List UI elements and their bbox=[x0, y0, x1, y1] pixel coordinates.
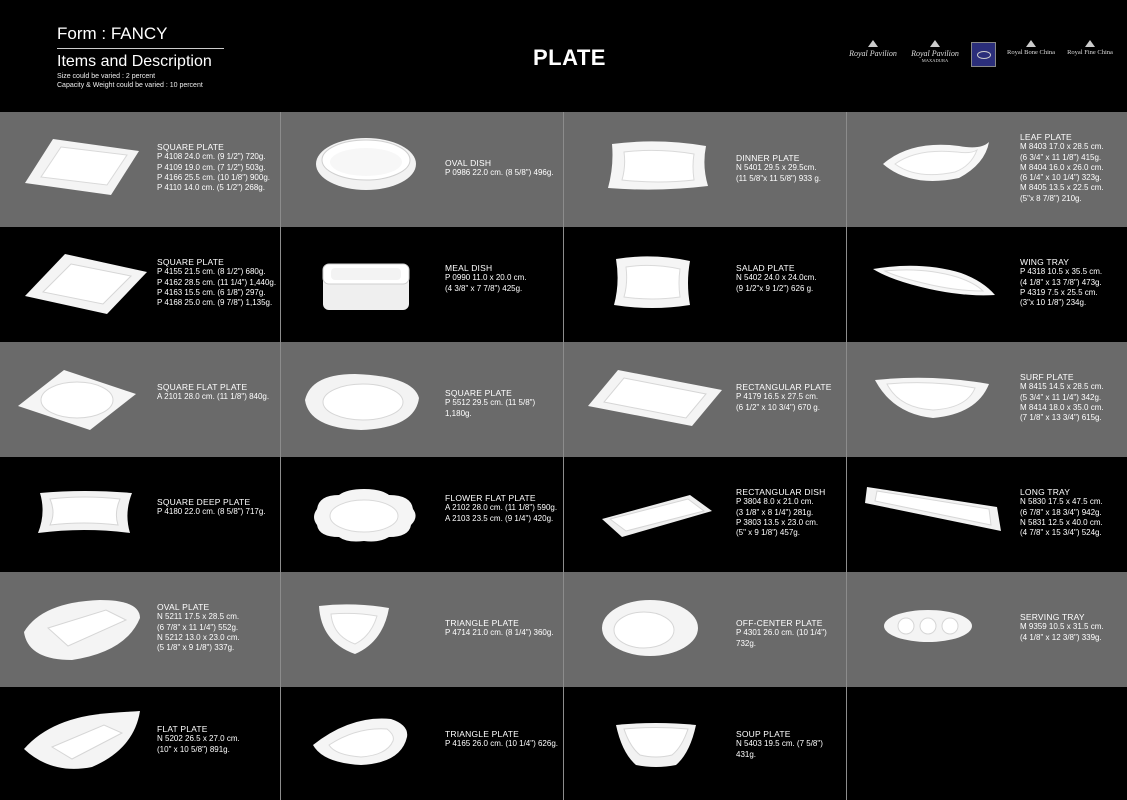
product-description: SURF PLATE M 8415 14.5 x 28.5 cm. (5 3/4" x 11 1/4") 342g. M 8414 18.0 x 35.0 cm. (7 1/8" x 13 3/4") 615g. bbox=[1020, 372, 1104, 423]
product-description: SQUARE PLATE P 5512 29.5 cm. (11 5/8") 1,180g. bbox=[445, 388, 536, 418]
wing-tray-image bbox=[871, 263, 997, 299]
brand-logos bbox=[845, 40, 1117, 70]
product-description: FLOWER FLAT PLATE A 2102 28.0 cm. (11 1/8") 590g. A 2103 23.5 cm. (9 1/4") 420g. bbox=[445, 493, 558, 523]
rectangular-plate-image bbox=[588, 368, 724, 428]
product-row bbox=[0, 687, 1127, 800]
royal-pavilion-logo: Royal Pavilion bbox=[845, 40, 901, 70]
dinner-plate-image bbox=[606, 140, 710, 192]
product-cell bbox=[564, 112, 846, 227]
product-cell bbox=[281, 687, 563, 800]
product-description: RECTANGULAR PLATE P 4179 16.5 x 27.5 cm. (6 1/2" x 10 3/4") 670 g. bbox=[736, 382, 832, 412]
product-description: SQUARE FLAT PLATE A 2101 28.0 cm. (11 1/8") 840g. bbox=[157, 382, 270, 402]
square-plate-image bbox=[25, 137, 140, 197]
product-description: OVAL DISH P 0986 22.0 cm. (8 5/8") 496g. bbox=[445, 158, 554, 178]
serving-tray-image bbox=[883, 608, 973, 644]
salad-plate-image bbox=[610, 255, 694, 311]
product-description: RECTANGULAR DISH P 3804 8.0 x 21.0 cm. (3 1/8" x 8 1/4") 281g. P 3803 13.5 x 23.0 cm. (5" x 9 1/8") 457g. bbox=[736, 487, 826, 538]
product-description: SERVING TRAY M 9359 10.5 x 31.5 cm. (4 1/8" x 12 3/8") 339g. bbox=[1020, 612, 1104, 642]
product-cell bbox=[281, 112, 563, 227]
product-description: OVAL PLATE N 5211 17.5 x 28.5 cm. (6 7/8" x 11 1/4") 552g. N 5212 13.0 x 23.0 cm. (5 1/8" x 9 1/8") 337g. bbox=[157, 602, 240, 653]
form-title: Form : FANCY bbox=[57, 24, 168, 43]
product-cell bbox=[564, 572, 846, 687]
product-description: TRIANGLE PLATE P 4165 26.0 cm. (10 1/4") 626g. bbox=[445, 729, 558, 749]
product-cell bbox=[564, 457, 846, 572]
triangle-plate-image bbox=[311, 715, 409, 767]
product-cell bbox=[0, 457, 280, 572]
product-description: LONG TRAY N 5830 17.5 x 47.5 cm. (6 7/8" x 18 3/4") 942g. N 5831 12.5 x 40.0 cm. (4 7/8" x 15 3/4") 524g. bbox=[1020, 487, 1103, 538]
product-description: SALAD PLATE N 5402 24.0 x 24.0cm. (9 1/2"x 9 1/2") 626 g. bbox=[736, 263, 817, 293]
product-cell bbox=[564, 687, 846, 800]
product-cell bbox=[847, 112, 1127, 227]
product-description: SQUARE PLATE P 4155 21.5 cm. (8 1/2") 680g. P 4162 28.5 cm. (11 1/4") 1,440g. P 4163 15.5 cm. (6 1/8") 297g. P 4168 25.0 cm. (9 7/8") 1,135g. bbox=[157, 257, 277, 308]
items-title: Items and Description bbox=[57, 53, 212, 70]
product-description: FLAT PLATE N 5202 26.5 x 27.0 cm. (10" x 10 5/8") 891g. bbox=[157, 724, 240, 754]
product-cell bbox=[0, 572, 280, 687]
product-description: OFF-CENTER PLATE P 4301 26.0 cm. (10 1/4") 732g. bbox=[736, 618, 827, 648]
product-cell bbox=[0, 227, 280, 342]
oval-dish-image bbox=[314, 134, 418, 194]
product-cell bbox=[847, 457, 1127, 572]
product-cell bbox=[847, 342, 1127, 457]
product-cell bbox=[281, 457, 563, 572]
product-row bbox=[0, 227, 1127, 342]
product-description: MEAL DISH P 0990 11.0 x 20.0 cm. (4 3/8" x 7 7/8") 425g. bbox=[445, 263, 527, 293]
flat-plate-image bbox=[22, 709, 142, 775]
rectangular-dish-image bbox=[598, 493, 714, 539]
product-description: SQUARE PLATE P 4108 24.0 cm. (9 1/2") 720g. P 4109 19.0 cm. (7 1/2") 503g. P 4166 25.5 cm. (10 1/8") 900g. P 4110 14.0 cm. (5 1/2") 268g. bbox=[157, 142, 270, 193]
product-row bbox=[0, 457, 1127, 572]
product-description: TRIANGLE PLATE P 4714 21.0 cm. (8 1/4") 360g. bbox=[445, 618, 554, 638]
product-cell bbox=[564, 342, 846, 457]
square-flat-plate-image bbox=[16, 368, 138, 432]
product-row bbox=[0, 342, 1127, 457]
royal-fine-china-logo: Royal Fine China bbox=[1063, 40, 1117, 70]
product-description: LEAF PLATE M 8403 17.0 x 28.5 cm. (6 3/4" x 11 1/8") 415g. M 8404 16.0 x 26.0 cm. (6 1/4" x 10 1/4") 323g. M 8405 13.5 x 22.5 cm. (5"x 8 7/8") 210g. bbox=[1020, 132, 1104, 203]
brand-emblem-logo bbox=[971, 42, 996, 67]
crown-icon bbox=[930, 40, 940, 47]
empty-product-cell bbox=[847, 687, 1127, 800]
product-row bbox=[0, 572, 1127, 687]
product-cell bbox=[281, 227, 563, 342]
product-description: SOUP PLATE N 5403 19.5 cm. (7 5/8") 431g. bbox=[736, 729, 823, 759]
crown-icon bbox=[1085, 40, 1095, 47]
product-cell bbox=[0, 112, 280, 227]
meal-dish-image bbox=[321, 260, 411, 312]
off-center-plate-image bbox=[600, 598, 700, 658]
product-cell bbox=[0, 342, 280, 457]
product-grid bbox=[0, 112, 1127, 800]
triangle-plate-image bbox=[317, 602, 391, 656]
square-plate-image bbox=[301, 370, 421, 432]
square-plate-image bbox=[25, 252, 149, 316]
royal-bone-china-logo: Royal Bone China bbox=[1005, 40, 1057, 70]
square-deep-plate-image bbox=[36, 489, 134, 535]
product-cell bbox=[847, 227, 1127, 342]
product-row bbox=[0, 112, 1127, 227]
product-cell bbox=[0, 687, 280, 800]
long-tray-image bbox=[863, 485, 1003, 535]
header bbox=[0, 0, 1127, 112]
leaf-plate-image bbox=[881, 140, 991, 186]
crown-icon bbox=[868, 40, 878, 47]
product-description: DINNER PLATE N 5401 29.5 x 29.5cm. (11 5/8"x 11 5/8") 933 g. bbox=[736, 153, 821, 183]
crown-icon bbox=[1026, 40, 1036, 47]
oval-plate-image bbox=[22, 598, 142, 662]
surf-plate-image bbox=[873, 374, 991, 420]
product-cell bbox=[847, 572, 1127, 687]
product-description: WING TRAY P 4318 10.5 x 35.5 cm. (4 1/8" x 13 7/8") 473g. P 4319 7.5 x 25.5 cm. (3"x 10 1/8") 234g. bbox=[1020, 257, 1103, 308]
product-description: SQUARE DEEP PLATE P 4180 22.0 cm. (8 5/8") 717g. bbox=[157, 497, 266, 517]
title-rule bbox=[57, 48, 224, 49]
size-variance-note: Size could be varied : 2 percent bbox=[57, 73, 156, 80]
royal-pavilion-maxadura-logo: Royal Pavilion MAXADURA bbox=[907, 40, 963, 70]
capacity-variance-note: Capacity & Weight could be varied : 10 percent bbox=[57, 82, 203, 89]
soup-plate-image bbox=[614, 721, 698, 769]
product-cell bbox=[281, 342, 563, 457]
product-cell bbox=[281, 572, 563, 687]
page-title: PLATE bbox=[533, 45, 606, 70]
flower-flat-plate-image bbox=[311, 487, 417, 543]
product-cell bbox=[564, 227, 846, 342]
